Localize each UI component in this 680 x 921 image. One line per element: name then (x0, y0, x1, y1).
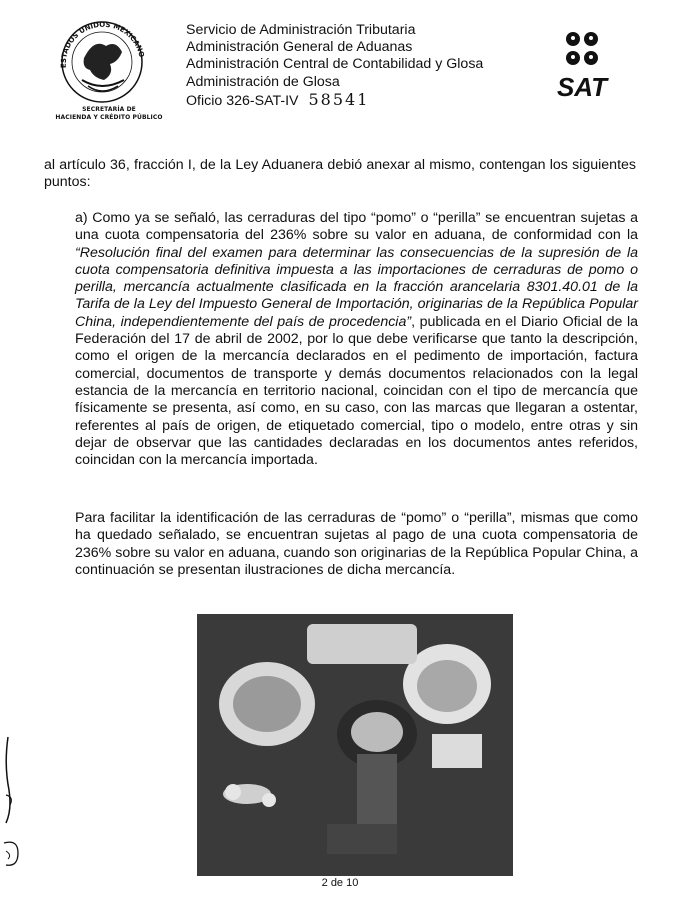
paragraph-illustrations: Para facilitar la identificación de las cerraduras de “pomo” o “perilla”, mismas que como ha quedado señalado, se encuentran sujetas al pago de una cuota compensatoria de 236% sobre su valor en aduana, cuando son originarias de la República Popular China, a continuación se presentan ilustraciones de dicha mercancía. (75, 510, 638, 578)
letterhead (186, 22, 483, 110)
oficio-line (186, 91, 483, 110)
government-seal (44, 18, 164, 126)
sat-dots-icon (543, 30, 623, 102)
oficio-label: Oficio 326-SAT-IV (186, 92, 299, 109)
sat-logo (543, 30, 623, 102)
page-number: 2 de 10 (321, 877, 359, 889)
resolution-title: “Resolución final del examen para determinar las consecuencias de la supresión de la cuota compensatoria definitiva impuesta a las importaciones de cerraduras de pomo o perilla, mercancía actualmente clasificada en la fracción arancelaria 8301.40.01 de la Tarifa de la Ley del Impuesto General de Importación, originarias de la República Popular China, independientemente del país de procedencia” (75, 244, 638, 330)
initials-mark-icon (0, 835, 22, 875)
eagle-seal-icon (44, 18, 164, 110)
margin-initials-mark (0, 835, 22, 875)
header-line-glosa: Administración de Glosa (186, 73, 340, 90)
header-line-aduanas: Administración General de Aduanas (186, 39, 413, 56)
paragraph-a-start: a) Como ya se señaló, las cerraduras del tipo “pomo” o “perilla” se encuentran sujetas a una cuota compensatoria del 236% sobre su valor en aduana, de conformidad con la (75, 210, 638, 244)
sat-logo-text: SAT (556, 72, 608, 102)
seal-caption-line1: SECRETARÍA DE (82, 106, 136, 113)
handwriting-mark-icon (0, 735, 22, 825)
knob-locks-photo (197, 614, 513, 876)
header-line-contabilidad: Administración Central de Contabilidad y Glosa (186, 56, 484, 73)
oficio-number: 58541 (308, 89, 370, 109)
margin-handwritten-mark (0, 735, 22, 825)
door-knob-image-icon (197, 614, 513, 876)
seal-caption-line2: HACIENDA Y CRÉDITO PÚBLICO (55, 114, 163, 121)
paragraph-a-end: , publicada en el Diario Oficial de la Federación del 17 de abril de 2002, por lo que debe verificarse que tanto la descripción, como el origen de la mercancía declarados en el pedimento de importación, factura comercial, documentos de transporte y demás documentos relacionados con la legal estancia de la mercancía en territorio nacional, coincidan con el tipo de mercancía que físicamente se presenta, así como, en su caso, con las marcas que llegaran a ostentar, referentes al país de origen, de etiquetado comercial, tipo o modelo, entre otras y sin dejar de observar que las cantidades declaradas en los documentos antes referidos, coincidan con la mercancía importada. (75, 313, 638, 469)
seal-arc-text: ESTADOS UNIDOS MEXICANO (59, 20, 146, 69)
paragraph-a (75, 210, 638, 469)
paragraph-intro: al artículo 36, fracción I, de la Ley Aduanera debió anexar al mismo, contengan los siguientes puntos: (44, 157, 636, 191)
header-line-sat: Servicio de Administración Tributaria (186, 22, 416, 38)
